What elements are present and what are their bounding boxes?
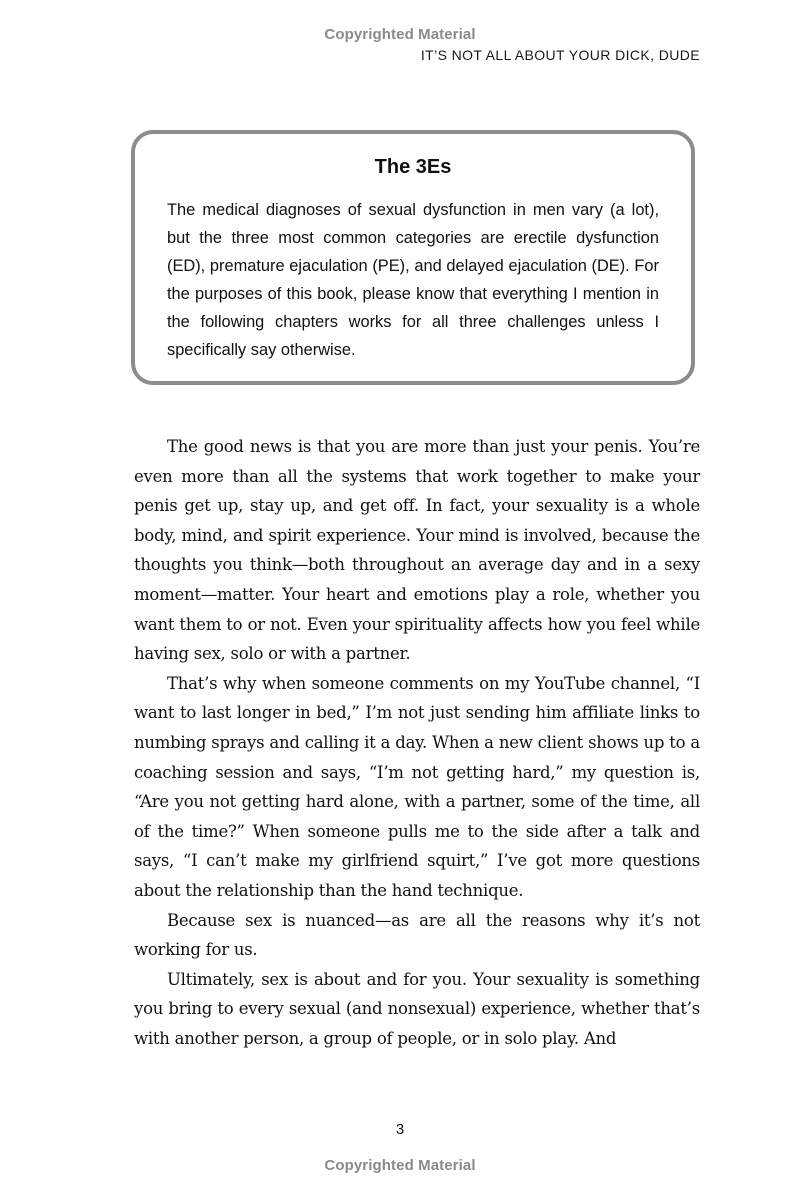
copyright-watermark-top: Copyrighted Material	[324, 26, 476, 43]
copyright-watermark-bottom: Copyrighted Material	[324, 1157, 476, 1174]
body-paragraph: Because sex is nuanced—as are all the reasons why it’s not working for us.	[134, 910, 700, 960]
sidebar-title: The 3Es	[374, 156, 452, 178]
sidebar-text: The medical diagnoses of sexual dysfunction in men vary (a lot), but the three most common categories are erectile dysfunction (ED), premature ejaculation (PE), and delayed ejaculation (DE). For the purposes of this book, please know that everything I mention in the following chapters works for all three challenges unless I specifically say otherwise.	[167, 201, 659, 359]
body-paragraph: The good news is that you are more than just your penis. You’re even more than all the systems that work together to make your penis get up, stay up, and get off. In fact, your sexuality is a whole body, mind, and spirit experience. Your mind is involved, because the thoughts you think—both throughout an average day and in a sexy moment—matter. Your heart and emotions play a role, whether you want them to or not. Even your spirituality affects how you feel while having sex, solo or with a partner.	[134, 437, 700, 664]
body-paragraph: That’s why when someone comments on my YouTube channel, “I want to last longer in bed,” I’m not just sending him affiliate links to numbing sprays and calling it a day. When a new client shows up to a coaching session and says, “I’m not getting hard,” my question is, “Are you not getting hard alone, with a partner, some of the time, all of the time?” When someone pulls me to the side after a talk and says, “I can’t make my girlfriend squirt,” I’ve got more questions about the relationship than the hand technique.	[134, 673, 700, 900]
page-number: 3	[395, 1121, 405, 1138]
sidebar-box	[131, 130, 695, 385]
body-text	[134, 432, 700, 1053]
running-head: IT’S NOT ALL ABOUT YOUR DICK, DUDE	[420, 47, 700, 63]
body-paragraph: Ultimately, sex is about and for you. Your sexuality is something you bring to every sexual (and nonsexual) experience, whether that’s with another person, a group of people, or in solo play. And	[134, 969, 700, 1048]
